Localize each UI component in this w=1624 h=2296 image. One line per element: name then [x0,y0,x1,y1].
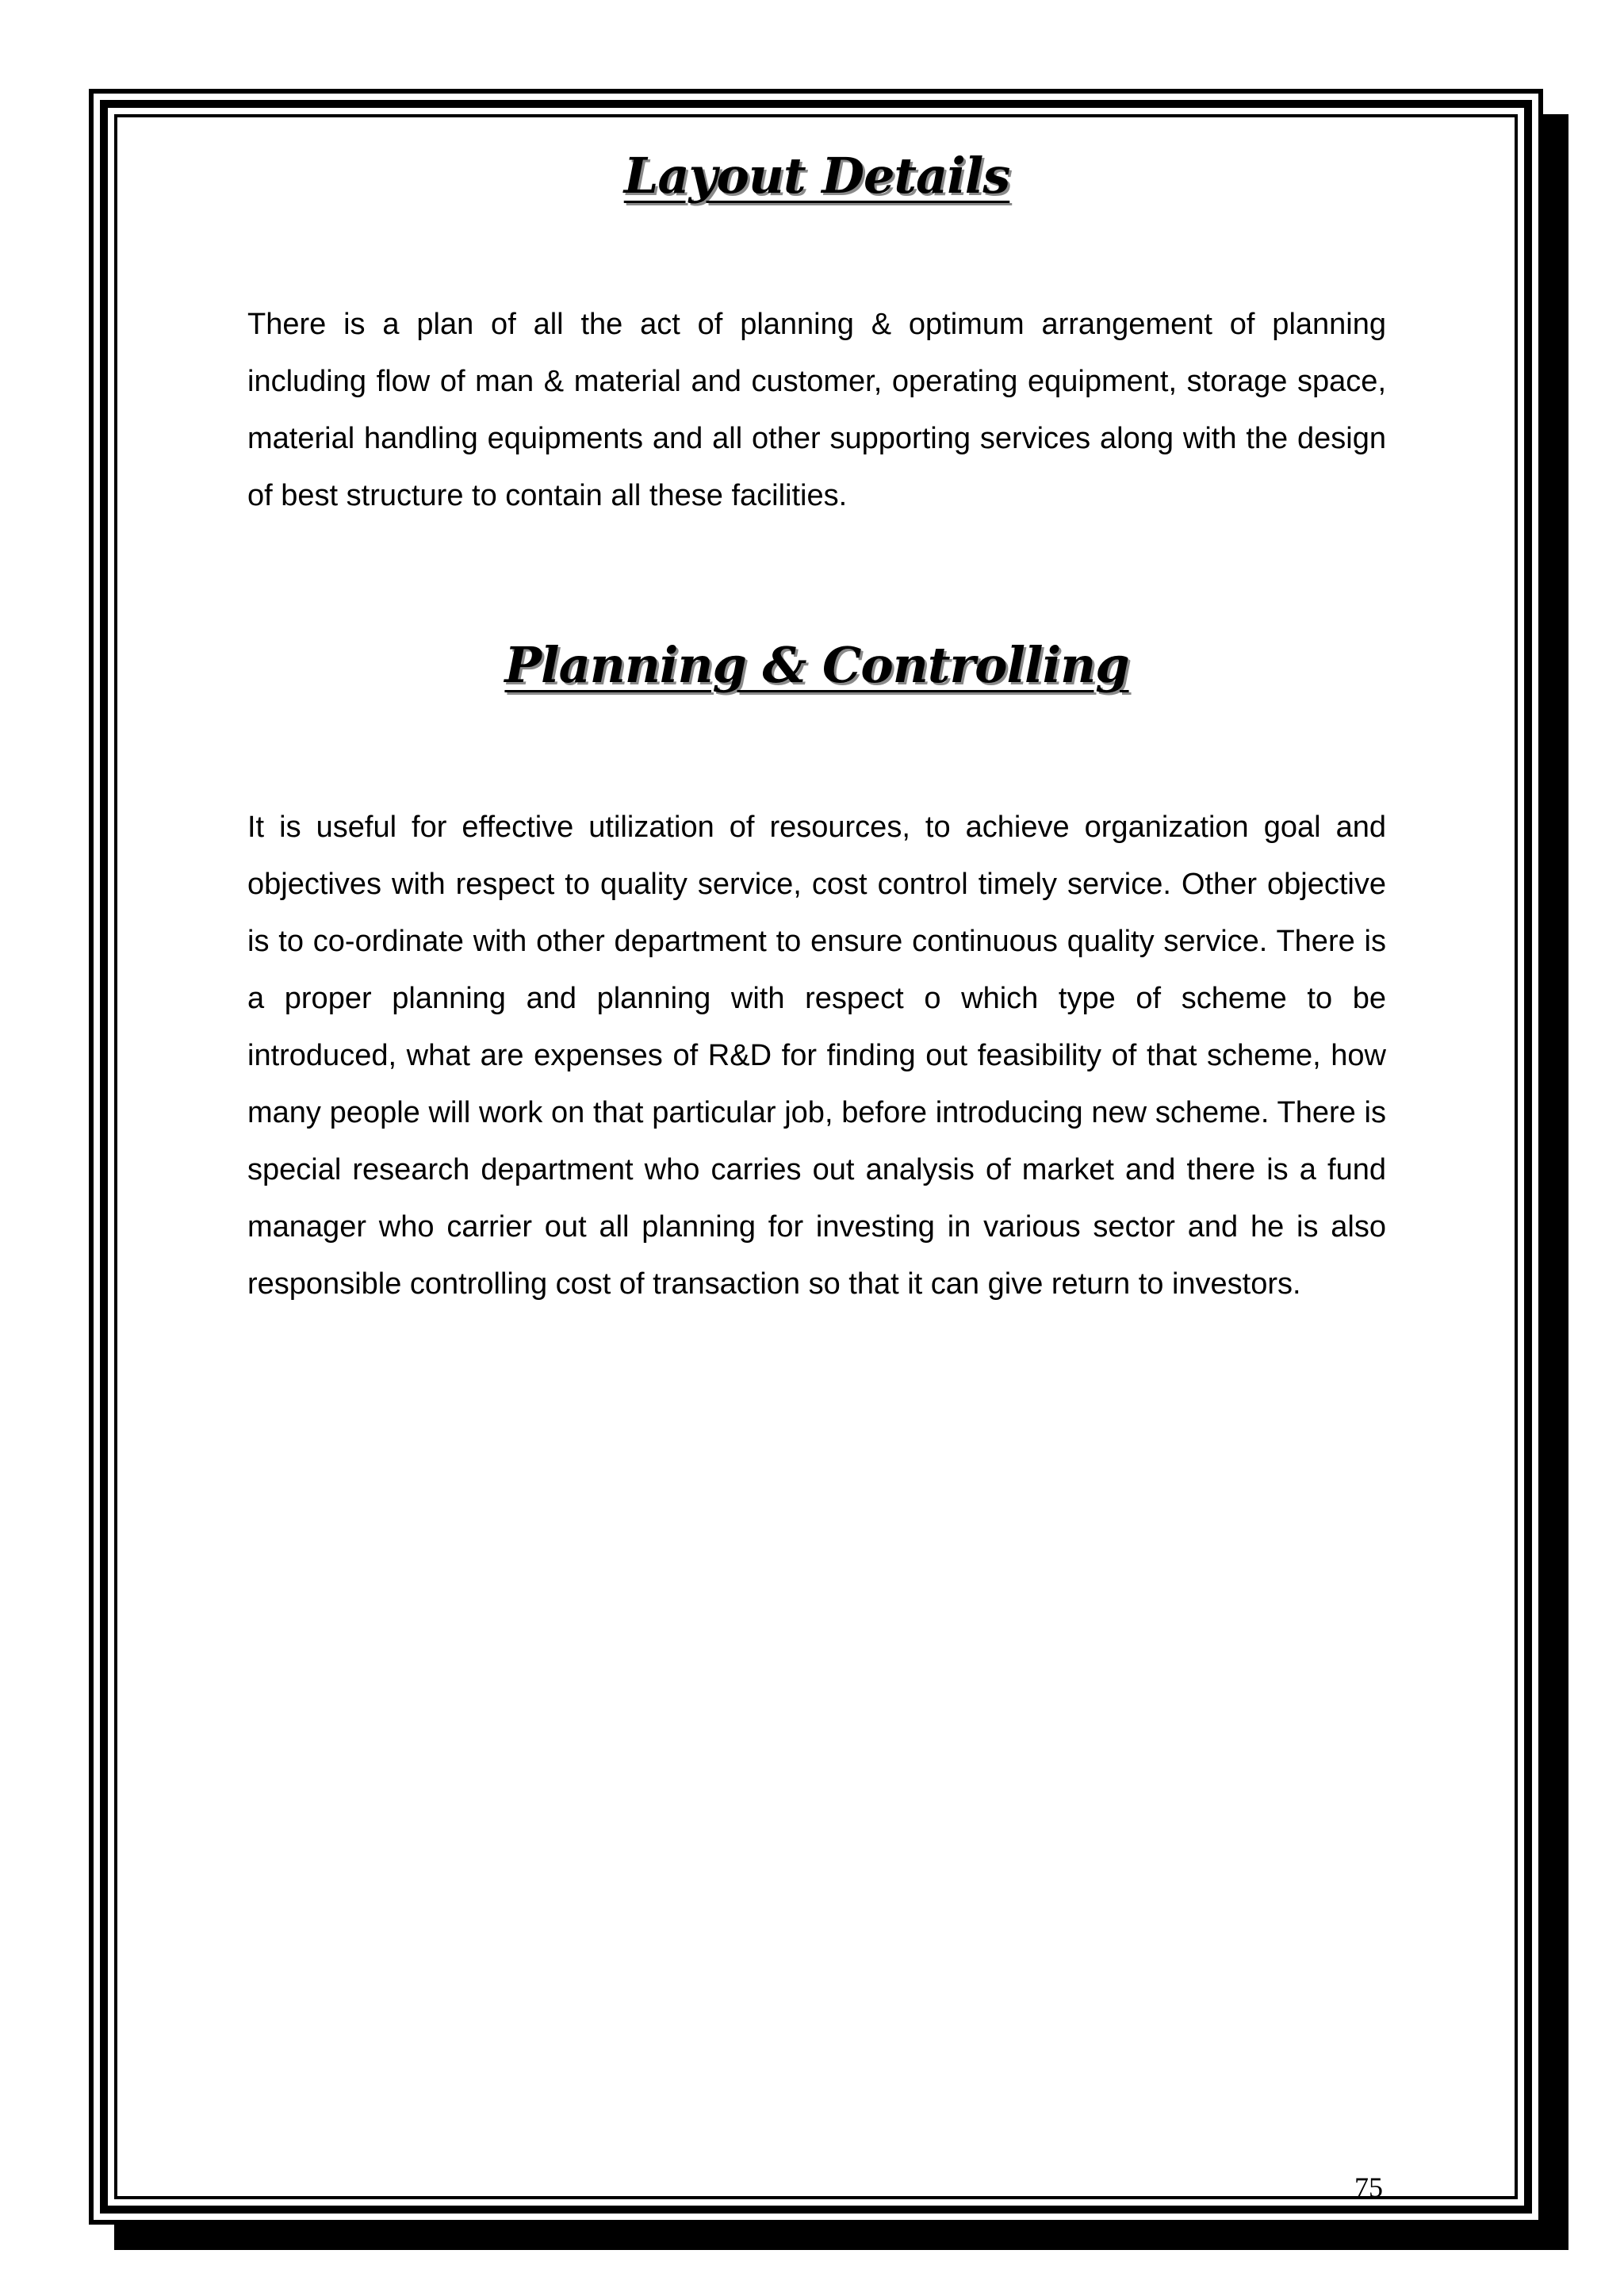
section-body-planning-controlling: It is useful for effective utilization of resources, to achieve organization goal and objectives with respect to quality service, cost control timely service. Other objective is to co-ordinate with other department to ensure continuous quality service. There is a proper planning and planning with respect o which type of scheme to be introduced, what are expenses of R&D for finding out feasibility of that scheme, how many people will work on that particular job, before introducing new scheme. There is special research department who carries out analysis of market and there is a fund manager who carrier out all planning for investing in various sector and he is also responsible controlling cost of transaction so that it can give return to investors. [247,811,1386,1301]
page-number: 75 [1354,2171,1383,2203]
section-heading-layout-details: Layout Details [623,147,1010,205]
section-heading-planning-controlling: Planning & Controlling [504,636,1129,694]
section-body-layout-details: There is a plan of all the act of planning & optimum arrangement of planning including flow of man & material and customer, operating equipment, storage space, material handling equipments and all other supporting services along with the design of best structure to contain all these facilities. [247,308,1386,512]
